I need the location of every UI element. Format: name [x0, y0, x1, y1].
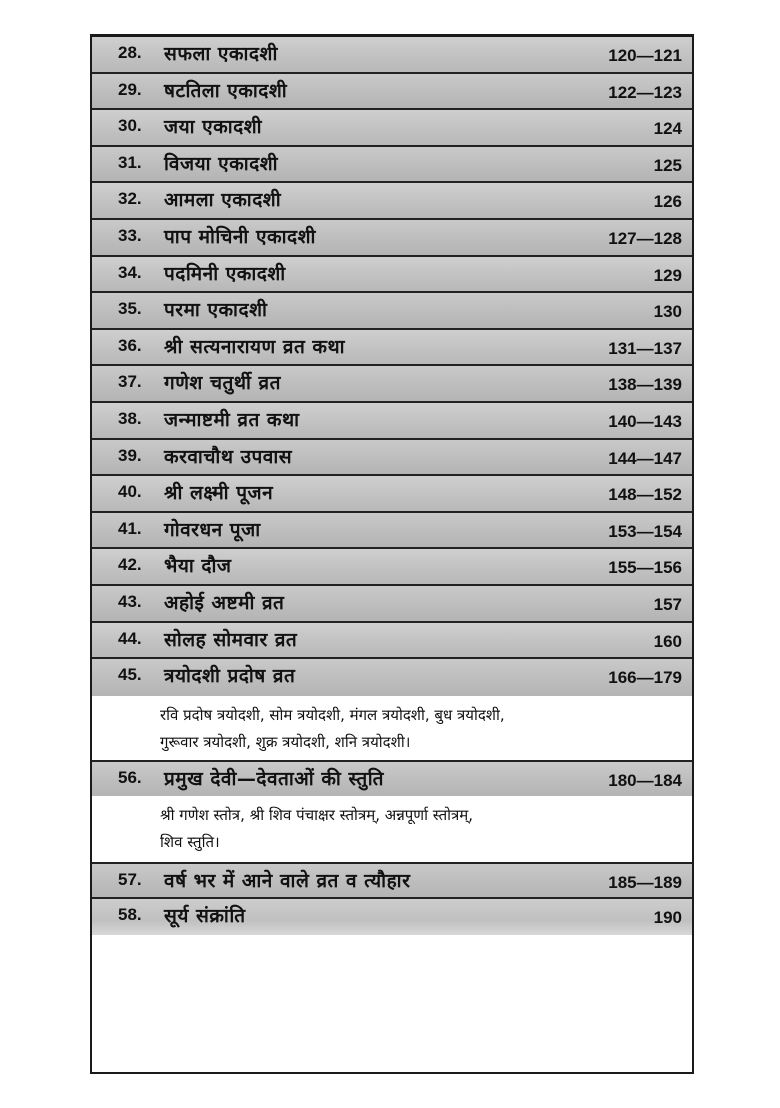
entry-number: 58. [118, 904, 142, 924]
toc-row [92, 513, 692, 550]
entry-title: सूर्य संक्रांति [164, 904, 246, 927]
entry-title: षटतिला एकादशी [164, 79, 288, 102]
entry-number: 32. [118, 189, 142, 209]
entry-title: गणेश चतुर्थी व्रत [164, 372, 281, 395]
entry-pages: 130 [653, 302, 682, 322]
entry-title: जया एकादशी [164, 116, 263, 139]
entry-title: करवाचौथ उपवास [164, 445, 293, 468]
entry-pages: 190 [653, 907, 682, 927]
entry-pages: 180—184 [608, 770, 682, 790]
toc-row [92, 549, 692, 586]
entry-number: 34. [118, 262, 142, 282]
entry-pages: 148—152 [608, 485, 682, 505]
toc-row [92, 899, 692, 936]
toc-row [92, 183, 692, 220]
entry-number: 45. [118, 665, 142, 685]
entry-pages: 124 [653, 119, 682, 139]
entry-number: 40. [118, 482, 142, 502]
entry-pages: 160 [653, 631, 682, 651]
entry-title: जन्माष्टमी व्रत कथा [164, 408, 300, 431]
entry-title: श्री सत्यनारायण व्रत कथा [164, 335, 346, 358]
entry-pages: 157 [653, 594, 682, 614]
toc-row [92, 623, 692, 660]
entry-number: 41. [118, 518, 142, 538]
entry-number: 30. [118, 116, 142, 136]
entry-number: 37. [118, 372, 142, 392]
entry-title: आमला एकादशी [164, 189, 282, 212]
entry-number: 31. [118, 152, 142, 172]
entry-pages: 155—156 [608, 558, 682, 578]
toc-row [92, 257, 692, 294]
toc-row [92, 440, 692, 477]
toc-row [92, 366, 692, 403]
subitem-line: श्री गणेश स्तोत्र, श्री शिव पंचाक्षर स्तोत्रम्, अन्नपूर्णा स्तोत्रम्, [160, 806, 474, 825]
toc-row [92, 74, 692, 111]
entry-pages: 131—137 [608, 338, 682, 358]
entry-number: 36. [118, 335, 142, 355]
entry-pages: 127—128 [608, 228, 682, 248]
entry-title: भैया दौज [164, 555, 232, 578]
entry-title: परमा एकादशी [164, 299, 268, 322]
entry-number: 56. [118, 767, 142, 787]
entry-number: 44. [118, 628, 142, 648]
entry-title: श्री लक्ष्मी पूजन [164, 482, 274, 505]
entry-45-subitems [92, 696, 692, 760]
entry-pages: 144—147 [608, 448, 682, 468]
toc-row [92, 330, 692, 367]
entry-pages: 185—189 [608, 873, 682, 893]
toc-row [92, 37, 692, 74]
entry-number: 33. [118, 225, 142, 245]
entry-pages: 125 [653, 155, 682, 175]
entry-pages: 120—121 [608, 46, 682, 65]
toc-row [92, 147, 692, 184]
entry-pages: 122—123 [608, 82, 682, 102]
entry-number: 35. [118, 299, 142, 319]
entry-title: सोलह सोमवार व्रत [164, 628, 298, 651]
entry-number: 39. [118, 445, 142, 465]
subitem-line: रवि प्रदोष त्रयोदशी, सोम त्रयोदशी, मंगल त्रयोदशी, बुध त्रयोदशी, [160, 705, 505, 724]
toc-row [92, 586, 692, 623]
toc-row [92, 293, 692, 330]
toc-row [92, 110, 692, 147]
entry-number: 57. [118, 870, 142, 890]
entry-pages: 129 [653, 265, 682, 285]
table-of-contents [92, 37, 692, 1065]
entry-title: सफला एकादशी [164, 43, 278, 65]
entry-pages: 153—154 [608, 521, 682, 541]
entry-title: प्रमुख देवी—देवताओं की स्तुति [164, 767, 384, 790]
toc-row [92, 220, 692, 257]
entry-number: 38. [118, 408, 142, 428]
toc-row [92, 403, 692, 440]
contents-frame [90, 34, 694, 1074]
entry-pages: 166—179 [608, 668, 682, 688]
toc-row [92, 862, 692, 899]
entry-title: विजया एकादशी [164, 152, 279, 175]
entry-number: 28. [118, 43, 142, 62]
subitem-line: शिव स्तुति। [160, 833, 220, 852]
toc-row [92, 476, 692, 513]
entry-title: अहोई अष्टमी व्रत [164, 591, 285, 614]
entry-56-subitems [92, 796, 692, 862]
blank-area [92, 935, 692, 1065]
toc-row [92, 659, 692, 696]
toc-row [92, 760, 692, 797]
subitem-line: गुरूवार त्रयोदशी, शुक्र त्रयोदशी, शनि त्रयोदशी। [160, 732, 411, 751]
entry-title: त्रयोदशी प्रदोष व्रत [164, 665, 296, 688]
entry-number: 43. [118, 591, 142, 611]
entry-title: गोवरधन पूजा [164, 518, 261, 541]
entry-pages: 126 [653, 192, 682, 212]
entry-title: पदमिनी एकादशी [164, 262, 286, 285]
entry-number: 29. [118, 79, 142, 99]
entry-pages: 138—139 [608, 375, 682, 395]
entry-number: 42. [118, 555, 142, 575]
entry-pages: 140—143 [608, 411, 682, 431]
entry-title: पाप मोचिनी एकादशी [164, 225, 316, 248]
entry-title: वर्ष भर में आने वाले व्रत व त्यौहार [164, 870, 411, 893]
